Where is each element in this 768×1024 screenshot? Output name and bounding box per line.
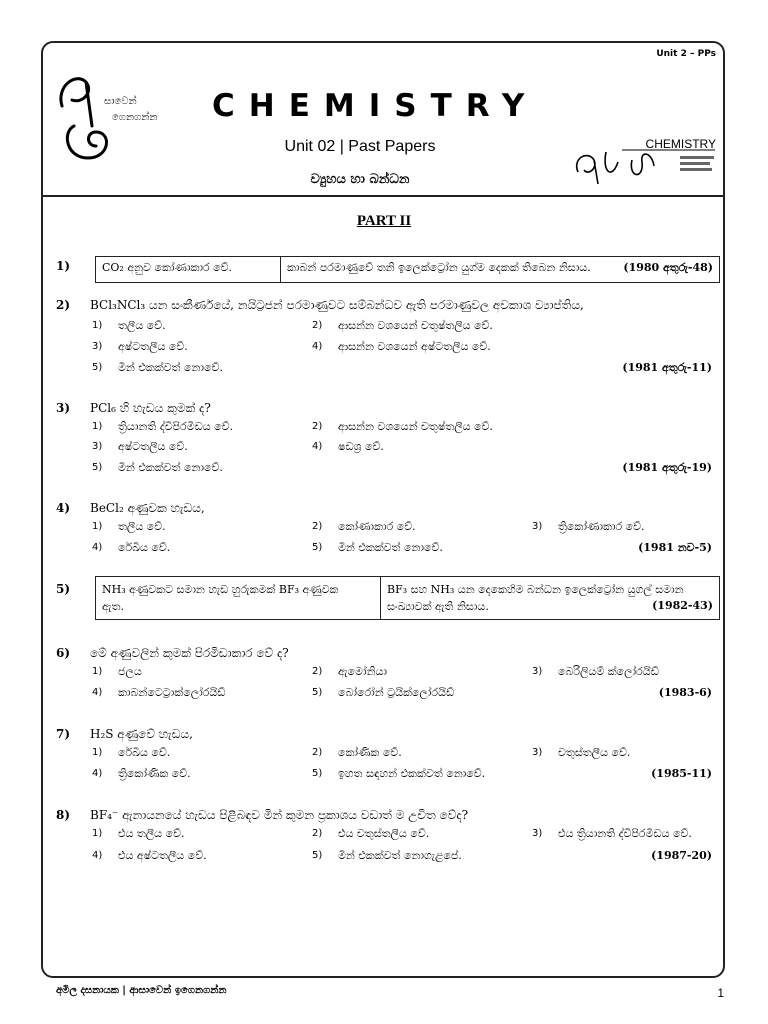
question-7-option-3-number: 3) <box>532 747 543 758</box>
question-4-reference: (1981 නව-5) <box>638 541 712 554</box>
question-8-option-3-number: 3) <box>532 828 543 839</box>
page-number: 1 <box>717 986 724 1000</box>
question-3-reference: (1981 අතුරු-19) <box>622 461 712 474</box>
question-3-number: 3) <box>56 401 71 415</box>
question-7-option-4-number: 4) <box>92 768 103 779</box>
question-5-assertion <box>96 577 380 619</box>
question-6-option-2-number: 2) <box>312 666 323 677</box>
question-1-number: 1) <box>56 259 71 273</box>
question-3-option-5-number: 5) <box>92 462 103 473</box>
question-4-option-2-number: 2) <box>312 521 323 532</box>
question-4-option-5: මින් එකක්වත් නොවේ. <box>338 541 443 554</box>
question-3-option-2-number: 2) <box>312 421 323 432</box>
question-3-option-3: අෂ්ටතලීය වේ. <box>118 440 188 453</box>
question-7-option-1: රේඛීය වේ. <box>118 746 171 759</box>
question-8-option-2: එය චතුස්තලීය වේ. <box>338 827 430 840</box>
question-5-reference: (1982-43) <box>652 599 713 612</box>
question-7-number: 7) <box>56 727 71 741</box>
question-2-option-2: ආසන්න වශයෙන් චතුෂ්තලීය වේ. <box>338 319 493 332</box>
question-3-option-3-number: 3) <box>92 441 103 452</box>
question-1-reason: කාබන් පරමාණුවේ තනි ඉලෙක්ට්‍රෝන යුග්ම දෙකක් තිබෙන නිසාය. <box>287 261 591 274</box>
question-1-reference: (1980 අතුරු-48) <box>623 261 713 274</box>
question-2-stem: BCl₃NCl₃ යන සංකීර්ණයේ, නයිට්‍රජන් පරමාණුවට සම්බන්ධව ඇති පරමාණුවල අවකාශ ව්‍යාප්තිය, <box>90 298 584 312</box>
question-8-option-1-number: 1) <box>92 828 103 839</box>
question-8-option-5: මින් එකක්වත් නොගැළපේ. <box>338 849 462 862</box>
question-1-assertion: CO₂ අනුව කෝණාකාර වේ. <box>102 261 233 274</box>
question-7-reference: (1985-11) <box>651 767 712 780</box>
question-4-option-4-number: 4) <box>92 542 103 553</box>
question-3-option-2: ආසන්න වශයෙන් චතුෂ්තලීය වේ. <box>338 420 493 433</box>
question-8-stem: BF₄⁻ ඇනායනයේ හැඩය පිළිබඳව මින් කුමන ප්‍රකාශය වඩාත් ම උචිත වේද? <box>90 808 469 822</box>
question-6-option-5-number: 5) <box>312 687 323 698</box>
question-8-option-4-number: 4) <box>92 850 103 861</box>
question-5-reason-line-1: BF₃ සහ NH₃ යන දෙකෙහිම බන්ධන ඉලෙක්ට්‍රෝන යුගල් සමාන <box>387 583 684 596</box>
question-2-option-4: ආසන්න වශයෙන් අෂ්ටතලීය වේ. <box>338 340 491 353</box>
logo-tagline-1: සාවෙන් <box>104 96 137 107</box>
question-3-option-1: ත්‍රියානති ද්විපිරමිඩය වේ. <box>118 420 234 433</box>
question-2-option-4-number: 4) <box>312 341 323 352</box>
page-title: CHEMISTRY <box>212 88 539 124</box>
question-5-assertion-line-2: ඇත. <box>102 600 124 613</box>
question-8-option-4: එය අෂ්ටතලීය වේ. <box>118 849 207 862</box>
question-3-option-5: මින් එකක්වත් නොවේ. <box>118 461 223 474</box>
question-6-option-4-number: 4) <box>92 687 103 698</box>
question-6-option-1: ජලය <box>118 665 142 678</box>
question-4-option-5-number: 5) <box>312 542 323 553</box>
question-3-stem: PCl₆ හි හැඩය කුමක් ද? <box>90 401 211 415</box>
question-6-reference: (1983-6) <box>658 686 712 699</box>
question-8-number: 8) <box>56 808 71 822</box>
logo-tagline-2: ගෙනගන්න <box>112 112 158 123</box>
question-2-option-1: තලීය වේ. <box>118 319 166 332</box>
question-7-option-5: ඉහත සඳහන් එකක්වත් නොවේ. <box>338 767 486 780</box>
question-5-number: 5) <box>56 582 71 596</box>
question-7-option-5-number: 5) <box>312 768 323 779</box>
question-8-reference: (1987-20) <box>651 849 712 862</box>
question-6-number: 6) <box>56 646 71 660</box>
right-logo-label: CHEMISTRY <box>645 137 716 151</box>
question-6-option-3-number: 3) <box>532 666 543 677</box>
question-2-option-3: අෂ්ටතලීය වේ. <box>118 340 188 353</box>
page-subtitle: Unit 02 | Past Papers <box>284 138 436 155</box>
question-4-option-3-number: 3) <box>532 521 543 532</box>
unit-tag: Unit 2 – PPs <box>656 49 716 59</box>
question-2-option-5: මින් එකක්වත් නොවේ. <box>118 361 223 374</box>
question-6-option-5: බෝරෝන් ට්‍රයික්ලෝරයිඩ් <box>338 686 455 699</box>
question-7-option-3: චතුස්තලීය වේ. <box>558 746 631 759</box>
question-3-option-1-number: 1) <box>92 421 103 432</box>
question-6-option-2: ඇමෝනියා <box>338 665 388 678</box>
question-2-option-5-number: 5) <box>92 362 103 373</box>
part-heading: PART II <box>356 213 412 229</box>
question-6-option-1-number: 1) <box>92 666 103 677</box>
question-6-option-4: කාබන්ටෙට්‍රාක්ලෝරයිඩ් <box>118 686 226 699</box>
footer-author: අමිල දසනායක | ආසාවෙන් ඉගෙනගන්න <box>56 985 227 996</box>
question-6-stem: මේ අණුවලින් කුමක් පිරමිඩාකාර වේ ද? <box>90 646 289 660</box>
question-8-option-2-number: 2) <box>312 828 323 839</box>
question-7-option-4: ත්‍රිකෝණික වේ. <box>118 767 191 780</box>
question-2-option-3-number: 3) <box>92 341 103 352</box>
question-4-stem: BeCl₂ අණුවක හැඩය, <box>90 501 205 515</box>
question-2-option-2-number: 2) <box>312 320 323 331</box>
question-4-option-1: තලීය වේ. <box>118 520 166 533</box>
question-7-stem: H₂S අණුවේ හැඩය, <box>90 727 193 741</box>
question-7-option-1-number: 1) <box>92 747 103 758</box>
question-5-reason-line-2: සංඛ්‍යාවක් ඇති නිසාය. <box>387 600 489 613</box>
question-4-option-2: කෝණාකාර වේ. <box>338 520 416 533</box>
question-4-option-4: රේඛීය වේ. <box>118 541 171 554</box>
question-7-option-2: කෝණික වේ. <box>338 746 402 759</box>
question-8-option-1: එය තලීය වේ. <box>118 827 185 840</box>
question-4-option-1-number: 1) <box>92 521 103 532</box>
question-2-reference: (1981 අතුරු-11) <box>622 361 712 374</box>
question-1-statement-table <box>95 256 720 283</box>
question-5-reason <box>381 577 719 619</box>
topic-title: ව්‍යුහය හා බන්ධන <box>310 172 410 187</box>
question-4-number: 4) <box>56 501 71 515</box>
question-8-option-3: එය ත්‍රියානති ද්විපිරමිඩය වේ. <box>558 827 692 840</box>
question-7-option-2-number: 2) <box>312 747 323 758</box>
question-2-number: 2) <box>56 298 71 312</box>
question-6-option-3: බෙරිලියම් ක්ලෝරයිඩ් <box>558 665 659 678</box>
question-5-assertion-line-1: NH₃ අණුවකට සමාන හැඩ හුරුකමක් BF₃ අණුවක <box>102 583 339 596</box>
header-separator <box>41 195 725 197</box>
question-2-option-1-number: 1) <box>92 320 103 331</box>
question-3-option-4-number: 4) <box>312 441 323 452</box>
question-5-statement-table <box>95 576 720 620</box>
question-8-option-5-number: 5) <box>312 850 323 861</box>
question-3-option-4: ෂඩශ්‍ර වේ. <box>338 440 384 453</box>
question-4-option-3: ත්‍රිකෝණාකාර වේ. <box>558 520 645 533</box>
